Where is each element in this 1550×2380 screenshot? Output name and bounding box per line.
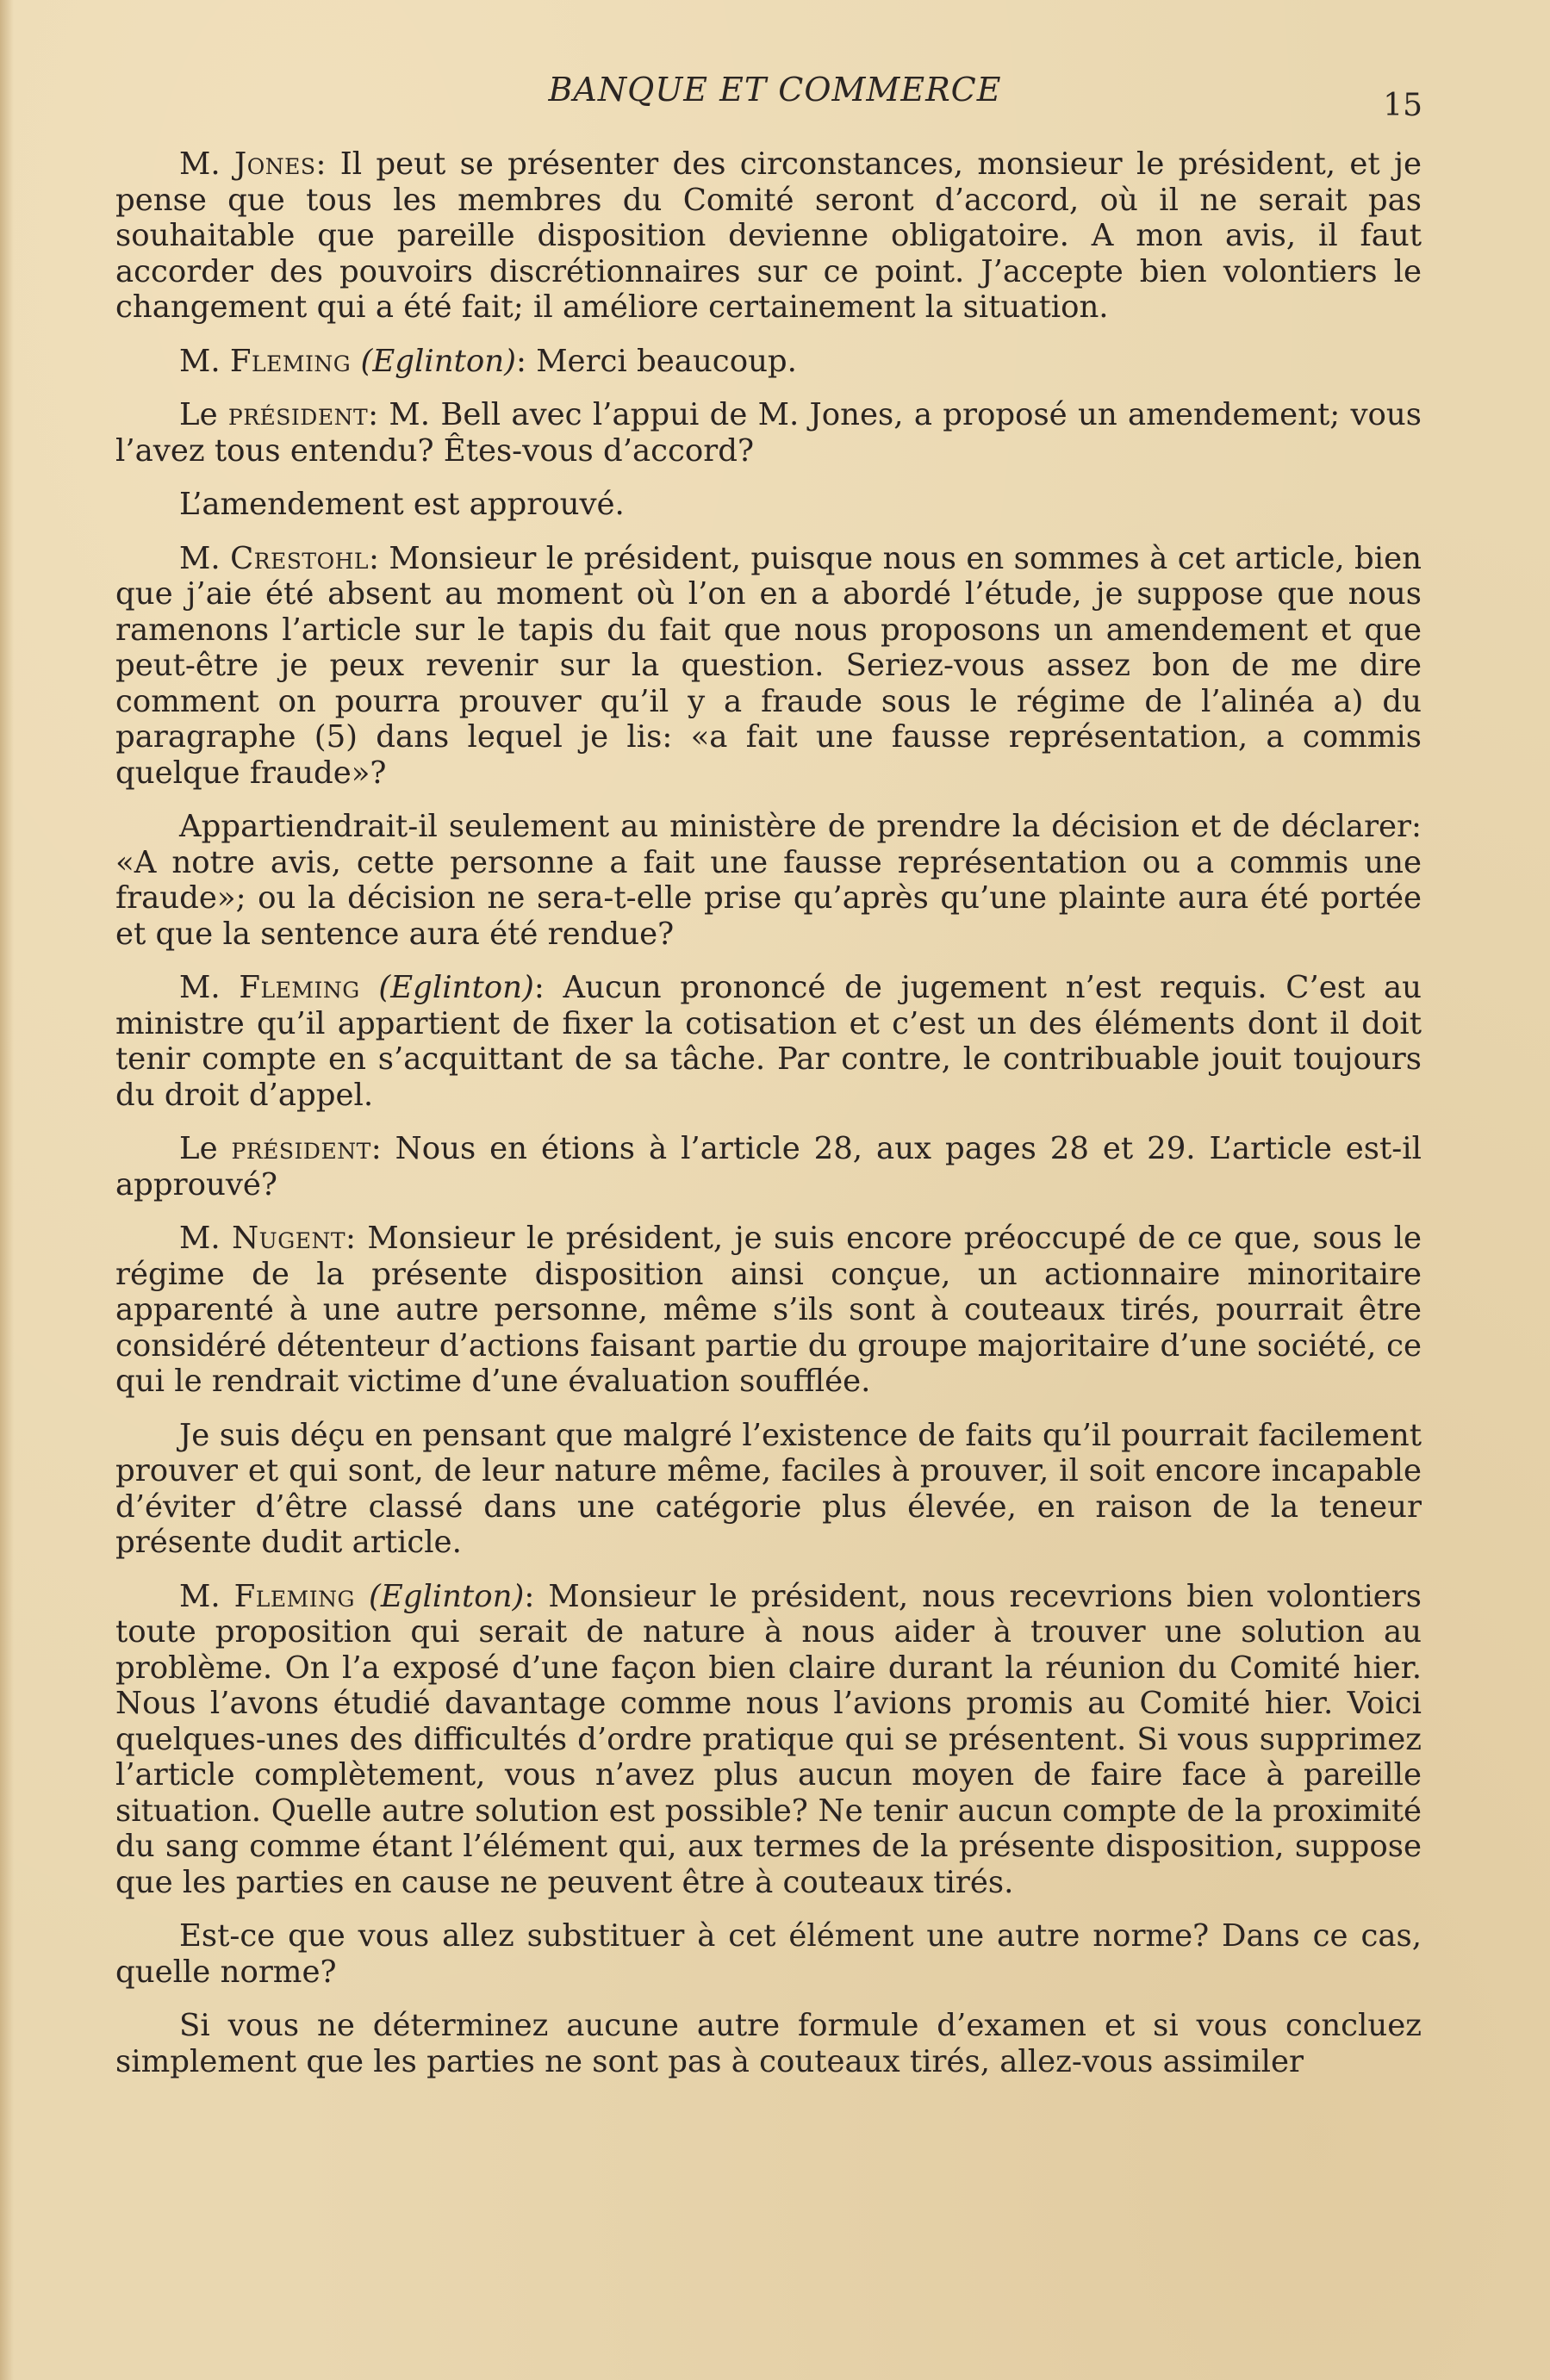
paragraph-text: : Aucun prononcé de jugement n’est requis. C’est au ministre qu’il appartient de fixer la cotisation et c’est un des éléments dont il doit tenir compte en s’acquittant de sa tâche. Par contre, le contribuable jouit toujours du droit d’appel. [115,970,1422,1113]
speaker-prefix: Le [179,397,228,432]
paragraph [115,970,1422,1113]
paragraph [115,397,1422,469]
paragraph [115,1418,1422,1561]
paragraph [115,1579,1422,1901]
speaker-name: Nugent [232,1221,345,1256]
speaker-name: président [231,1131,371,1166]
paragraph-text: : M. Bell avec l’appui de M. Jones, a proposé un amendement; vous l’avez tous entendu? Êtes-vous d’accord? [115,397,1422,469]
speaker-name: Fleming [239,970,360,1005]
speaker-prefix: M. [179,970,240,1005]
paragraph [115,146,1422,326]
document-body [115,146,1422,2097]
speaker-prefix: M. [179,1578,234,1614]
speaker-name: président [227,397,369,432]
speaker-prefix: M. [179,146,234,182]
paragraph-text: : Monsieur le président, puisque nous en sommes à cet article, bien que j’aie été absent au moment où l’on en a abordé l’étude, je suppose que nous ramenons l’article sur le tapis du fait que nous proposons un amendement et que peut-être je peux revenir sur la question. Seriez-vous assez bon de me dire comment on pourra prouver qu’il y a fraude sous le régime de l’alinéa a) du paragraphe (5) dans lequel je lis: «a fait une fausse représentation, a commis quelque fraude»? [115,540,1422,791]
speaker-prefix: M. [179,343,230,379]
paragraph [115,1918,1422,1990]
paragraph [115,2008,1422,2079]
speaker-riding: (Eglinton) [360,343,516,379]
paragraph-text: : Nous en étions à l’article 28, aux pages 28 et 29. L’article est-il approuvé? [115,1131,1422,1202]
paragraph-text: : Monsieur le président, nous recevrions bien volontiers toute proposition qui serait de nature à nous aider à trouver une solution au problème. On l’a exposé d’une façon bien claire durant la réunion du Comité hier. Nous l’avons étudié davantage comme nous l’avions promis au Comité hier. Voici quelques-unes des difficultés d’ordre pratique qui se présentent. Si vous supprimez l’article complètement, vous n’avez plus aucun moyen de faire face à pareille situation. Quelle autre solution est possible? Ne tenir aucun compte de la proximité du sang comme étant l’élément qui, aux termes de la présente disposition, suppose que les parties en cause ne peuvent être à couteaux tirés. [115,1578,1422,1900]
speaker-riding: (Eglinton) [378,970,534,1005]
speaker-name: Fleming [229,343,352,379]
paragraph-text: Je suis déçu en pensant que malgré l’existence de faits qu’il pourrait facilement prouver et qui sont, de leur nature même, faciles à prouver, il soit encore incapable d’éviter d’être classé dans une catégorie plus élevée, en raison de la teneur présente dudit article. [115,1417,1422,1560]
speaker-prefix: Le [179,1131,232,1166]
speaker-riding: (Eglinton) [368,1578,525,1614]
speaker-prefix: M. [179,1221,233,1256]
page-number: 15 [1383,88,1422,123]
paragraph [115,541,1422,792]
running-title: BANQUE ET COMMERCE [548,71,1002,109]
paragraph-text: : Il peut se présenter des circonstances, monsieur le président, et je pense que tous les membres du Comité seront d’accord, où il ne serait pas souhaitable que pareille disposition devienne obligatoire. A mon avis, il faut accorder des pouvoirs discrétionnaires sur ce point. J’accepte bien volontiers le changement qui a été fait; il améliore certainement la situation. [115,146,1422,325]
paragraph [115,1131,1422,1202]
paragraph [115,487,1422,523]
paragraph-text: Est-ce que vous allez substituer à cet élément une autre norme? Dans ce cas, quelle norme? [115,1918,1422,1990]
speaker-name: Crestohl [230,540,369,576]
speaker-name: Fleming [233,1578,355,1614]
paragraph-text: : Merci beaucoup. [515,343,797,379]
paragraph [115,1221,1422,1400]
speaker-name: Jones [233,146,316,182]
paragraph-text: Appartiendrait-il seulement au ministère de prendre la décision et de déclarer: «A notre avis, cette personne a fait une fausse représentation ou a commis une fraude»; ou la décision ne sera-t-elle prise qu’après qu’une plainte aura été portée et que la sentence aura été rendue? [115,809,1422,952]
paragraph [115,344,1422,380]
paragraph-text: L’amendement est approuvé. [179,487,625,522]
speaker-prefix: M. [179,540,231,576]
paragraph [115,809,1422,952]
page-edge [0,0,14,2380]
paragraph-text: Si vous ne déterminez aucune autre formule d’examen et si vous concluez simplement que les parties ne sont pas à couteaux tirés, allez-vous assimiler [115,2008,1422,2079]
paragraph-text: : Monsieur le président, je suis encore préoccupé de ce que, sous le régime de la présente disposition ainsi conçue, un actionnaire minoritaire apparenté à une autre personne, même s’ils sont à couteaux tirés, pourrait être considéré détenteur d’actions faisant partie du groupe majoritaire d’une société, ce qui le rendrait victime d’une évaluation soufflée. [115,1221,1422,1399]
